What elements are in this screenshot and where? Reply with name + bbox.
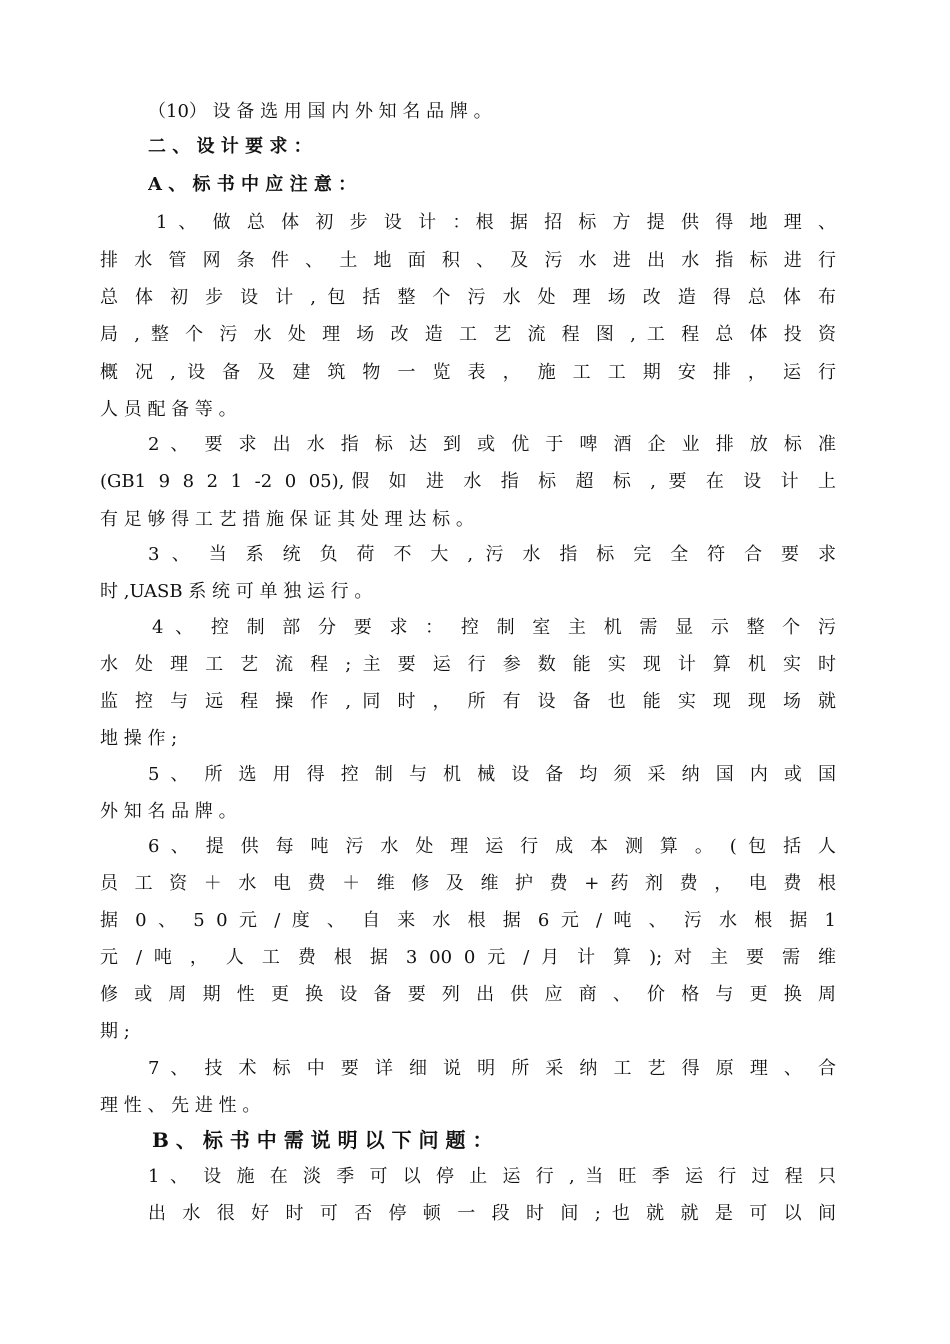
paragraph-6-line-4: 元 / 吨 ， 人 工 费 根 据 3 00 0 元 / 月 计 算 ); 对 主 要 需 维 bbox=[100, 947, 836, 968]
paragraph-3-line-2: 时 ,UASB 系 统 可 单 独 运 行 。 bbox=[100, 581, 373, 602]
paragraph-7-line-2: 理 性 、 先 进 性 。 bbox=[100, 1095, 261, 1116]
paragraph-1-line-4: 局 , 整 个 污 水 处 理 场 改 造 工 艺 流 程 图 , 工 程 总 体 投 资 bbox=[100, 324, 836, 345]
paragraph-7-line-1: 7 、 技 术 标 中 要 详 细 说 明 所 采 纳 工 艺 得 原 理 、 合 bbox=[148, 1058, 836, 1079]
paragraph-4-line-3: 监 控 与 远 程 操 作 , 同 时 ， 所 有 设 备 也 能 实 现 现 场 就 bbox=[100, 691, 836, 712]
paragraph-1-line-5: 概 况 , 设 备 及 建 筑 物 一 览 表 ， 施 工 工 期 安 排 ， 运 行 bbox=[100, 362, 836, 383]
paragraph-3-line-1: 3 、 当 系 统 负 荷 不 大 , 污 水 指 标 完 全 符 合 要 求 bbox=[148, 544, 836, 565]
paragraph-4-line-4: 地 操 作 ; bbox=[100, 728, 178, 749]
paragraph-6-line-2: 员 工 资 ＋ 水 电 费 ＋ 维 修 及 维 护 费 + 药 剂 费 ， 电 费 根 bbox=[100, 873, 836, 894]
paragraph-4-line-1: 4 、 控 制 部 分 要 求 ： 控 制 室 主 机 需 显 示 整 个 污 bbox=[152, 617, 836, 638]
paragraph-5-line-2: 外 知 名 品 牌 。 bbox=[100, 801, 237, 822]
subsection-heading-a: A 、 标 书 中 应 注 意 ： bbox=[148, 174, 357, 195]
subsection-heading-b: B 、 标 书 中 需 说 明 以 下 问 题 ： bbox=[152, 1128, 493, 1152]
item-10-line: （10） 设 备 选 用 国 内 外 知 名 品 牌 。 bbox=[148, 101, 492, 122]
paragraph-b1-line-2: 出 水 很 好 时 可 否 停 顿 一 段 时 间 ; 也 就 就 是 可 以 间 bbox=[148, 1203, 836, 1224]
paragraph-4-line-2: 水 处 理 工 艺 流 程 ; 主 要 运 行 参 数 能 实 现 计 算 机 实 时 bbox=[100, 654, 836, 675]
paragraph-6-line-5: 修 或 周 期 性 更 换 设 备 要 列 出 供 应 商 、 价 格 与 更 换 周 bbox=[100, 984, 836, 1005]
paragraph-2-line-2: (GB1 9 8 2 1 -2 0 05),假 如 进 水 指 标 超 标 , 要 在 设 计 上 bbox=[100, 471, 836, 492]
section-heading-design-requirements: 二 、 设 计 要 求 ： bbox=[148, 136, 312, 157]
paragraph-1-line-2: 排 水 管 网 条 件 、 土 地 面 积 、 及 污 水 进 出 水 指 标 进 行 bbox=[100, 250, 836, 271]
paragraph-6-line-6: 期 ; bbox=[100, 1021, 130, 1042]
paragraph-5-line-1: 5 、 所 选 用 得 控 制 与 机 械 设 备 均 须 采 纳 国 内 或 国 bbox=[148, 764, 836, 785]
paragraph-2-line-3: 有 足 够 得 工 艺 措 施 保 证 其 处 理 达 标 。 bbox=[100, 509, 474, 530]
paragraph-6-line-1: 6 、 提 供 每 吨 污 水 处 理 运 行 成 本 测 算 。 ( 包 括 人 bbox=[148, 836, 836, 857]
paragraph-2-line-1: 2 、 要 求 出 水 指 标 达 到 或 优 于 啤 酒 企 业 排 放 标 准 bbox=[148, 434, 836, 455]
paragraph-1-line-6: 人 员 配 备 等 。 bbox=[100, 399, 237, 420]
paragraph-1-line-1: 1 、 做 总 体 初 步 设 计 ：根 据 招 标 方 提 供 得 地 理 、 bbox=[156, 212, 836, 233]
paragraph-b1-line-1: 1 、 设 施 在 淡 季 可 以 停 止 运 行 , 当 旺 季 运 行 过 程 只 bbox=[148, 1166, 836, 1187]
paragraph-6-line-3: 据 0 、 5 0 元 / 度 、 自 来 水 根 据 6 元 / 吨 、 污 水 根 据 1 bbox=[100, 910, 836, 931]
paragraph-1-line-3: 总 体 初 步 设 计 , 包 括 整 个 污 水 处 理 场 改 造 得 总 体 布 bbox=[100, 287, 836, 308]
